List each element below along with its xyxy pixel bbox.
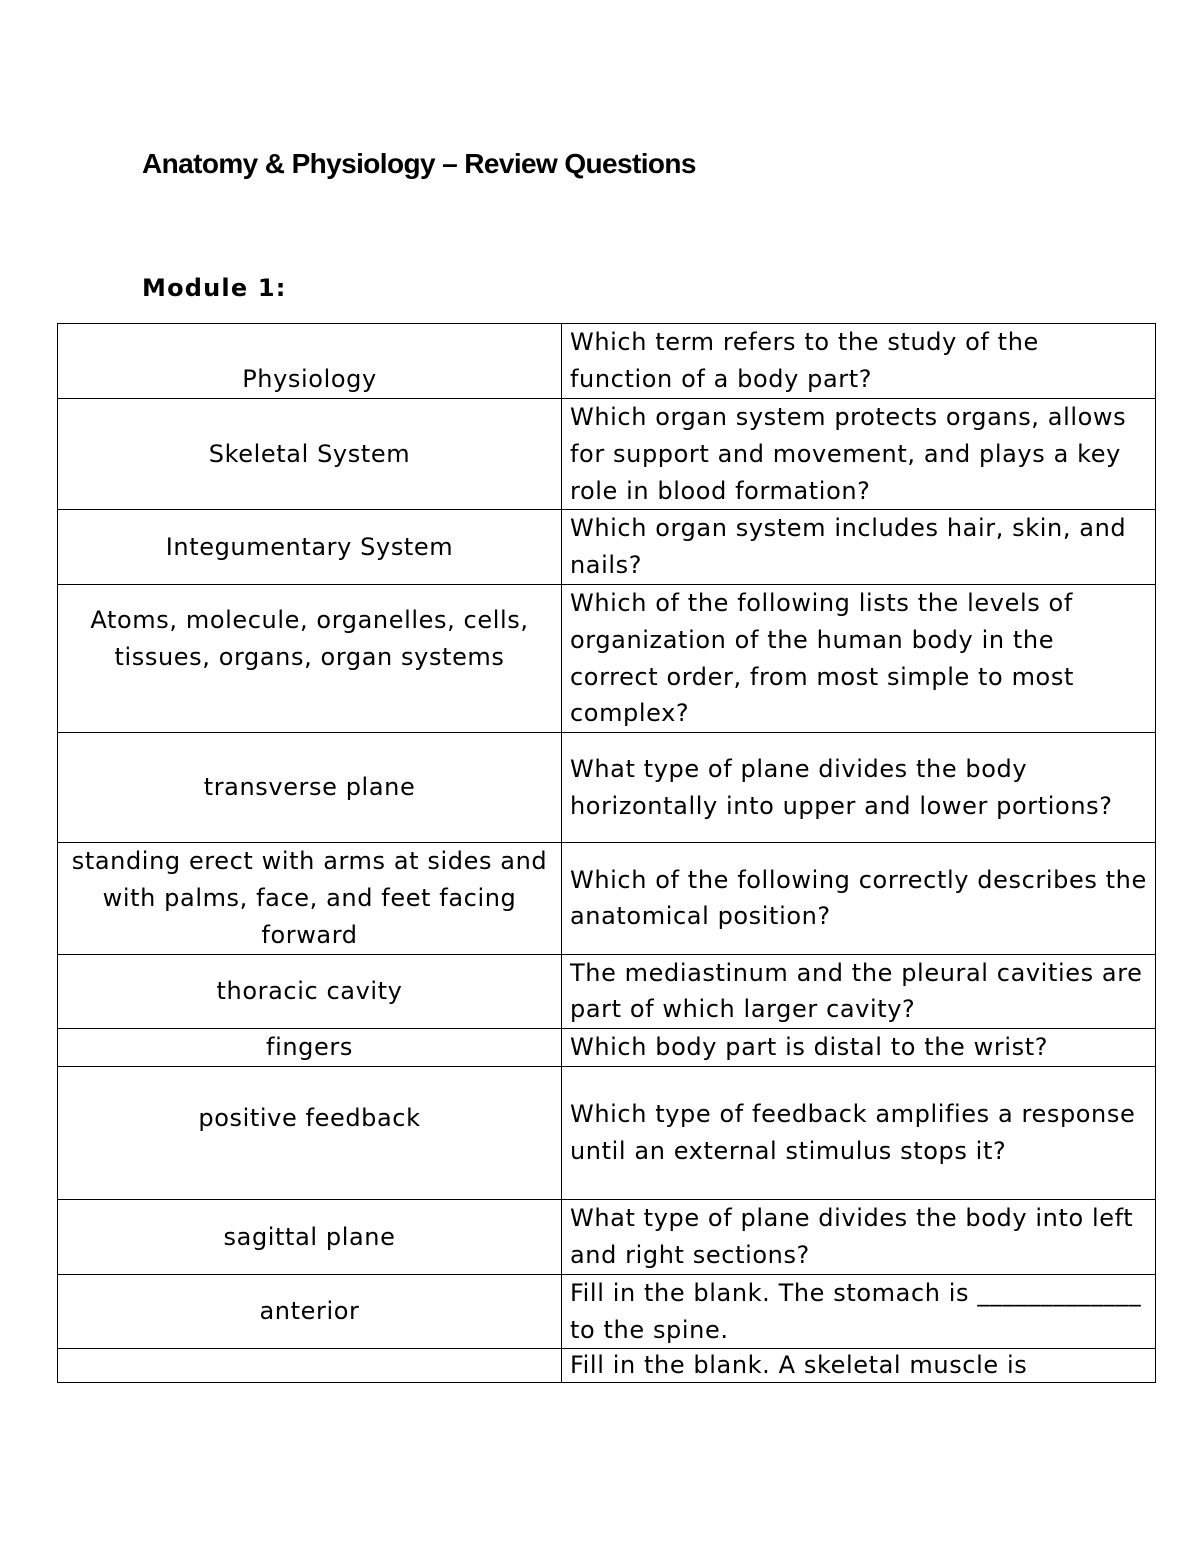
table-row xyxy=(58,510,1156,585)
table-row xyxy=(58,733,1156,843)
answer-cell xyxy=(58,324,562,399)
table-row xyxy=(58,1067,1156,1200)
question-text: Which organ system includes hair, skin, and nails? xyxy=(570,514,1127,580)
question-text: Which of the following correctly describes the anatomical position? xyxy=(570,865,1147,931)
question-cell xyxy=(562,399,1156,510)
review-questions-table xyxy=(57,323,1156,1383)
question-cell xyxy=(562,324,1156,399)
question-cell xyxy=(562,1029,1156,1067)
answer-cell xyxy=(58,1349,562,1383)
answer-text: thoracic cavity xyxy=(216,976,403,1005)
table-row xyxy=(58,584,1156,732)
answer-cell xyxy=(58,843,562,954)
question-text: Fill in the blank. The stomach is _____________ to the spine. xyxy=(570,1278,1142,1344)
question-cell xyxy=(562,1067,1156,1200)
question-text: Which organ system protects organs, allows for support and movement, and plays a key role in blood formation? xyxy=(570,403,1127,505)
question-text: Which body part is distal to the wrist? xyxy=(570,1033,1049,1062)
question-cell xyxy=(562,733,1156,843)
answer-cell xyxy=(58,733,562,843)
answer-text: sagittal plane xyxy=(223,1222,396,1251)
question-cell xyxy=(562,954,1156,1029)
question-text: Fill in the blank. A skeletal muscle is xyxy=(570,1351,1028,1380)
table-row xyxy=(58,954,1156,1029)
table-row xyxy=(58,1029,1156,1067)
answer-cell xyxy=(58,1200,562,1275)
table-row xyxy=(58,1349,1156,1383)
page-title: Anatomy & Physiology – Review Questions xyxy=(142,148,696,179)
question-text: What type of plane divides the body into left and right sections? xyxy=(570,1204,1134,1269)
module-heading: Module 1: xyxy=(142,274,287,302)
question-text: The mediastinum and the pleural cavities are part of which larger cavity? xyxy=(570,958,1143,1024)
table-row xyxy=(58,399,1156,510)
answer-cell xyxy=(58,399,562,510)
answer-cell xyxy=(58,510,562,585)
answer-text: Atoms, molecule, organelles, cells, tissues, organs, organ systems xyxy=(90,605,529,671)
table-row xyxy=(58,1200,1156,1275)
answer-text: transverse plane xyxy=(203,773,416,802)
answer-cell xyxy=(58,1274,562,1349)
question-cell xyxy=(562,1200,1156,1275)
table-row xyxy=(58,1274,1156,1349)
question-cell xyxy=(562,584,1156,732)
question-text: What type of plane divides the body horizontally into upper and lower portions? xyxy=(570,754,1113,820)
question-cell xyxy=(562,1349,1156,1383)
answer-cell xyxy=(58,584,562,732)
answer-text: fingers xyxy=(266,1033,353,1062)
answer-text: positive feedback xyxy=(198,1104,421,1133)
question-text: Which type of feedback amplifies a response until an external stimulus stops it? xyxy=(570,1100,1136,1166)
table-row xyxy=(58,843,1156,954)
answer-text: Integumentary System xyxy=(165,532,454,561)
question-cell xyxy=(562,843,1156,954)
question-cell xyxy=(562,1274,1156,1349)
answer-text: Skeletal System xyxy=(208,439,411,468)
question-text: Which of the following lists the levels of organization of the human body in the correct order, from most simple to most complex? xyxy=(570,588,1074,728)
question-cell xyxy=(562,510,1156,585)
answer-cell xyxy=(58,954,562,1029)
answer-text: Physiology xyxy=(242,365,377,394)
question-text: Which term refers to the study of the function of a body part? xyxy=(570,328,1039,393)
answer-cell xyxy=(58,1029,562,1067)
answer-cell xyxy=(58,1067,562,1200)
table-row xyxy=(58,324,1156,399)
answer-text: standing erect with arms at sides and with palms, face, and feet facing forward xyxy=(71,847,548,949)
answer-text: anterior xyxy=(259,1297,360,1326)
